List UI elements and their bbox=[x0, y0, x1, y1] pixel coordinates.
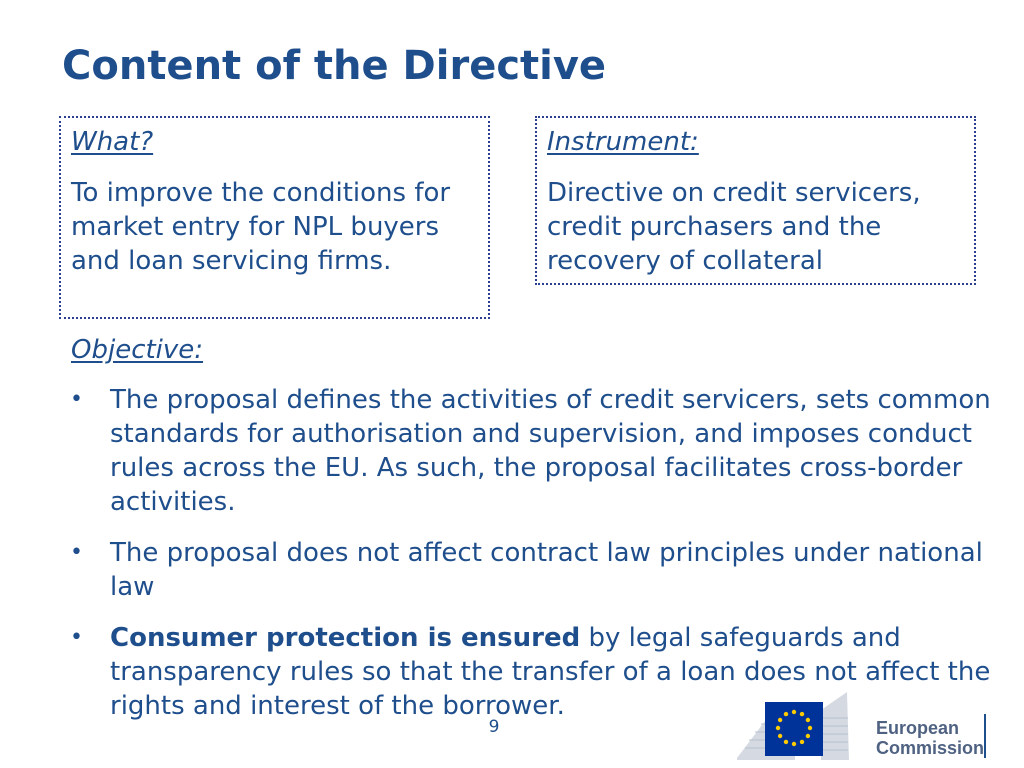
logo-wordmark bbox=[876, 718, 984, 758]
logo-line-european: European bbox=[876, 718, 960, 738]
instrument-box bbox=[535, 116, 976, 285]
bullet-bold-text: Consumer protection is ensured bbox=[110, 623, 581, 653]
page-number: 9 bbox=[488, 717, 500, 737]
eu-flag-icon bbox=[765, 702, 823, 756]
bullet-text: The proposal does not affect contract law principles under national law bbox=[110, 538, 983, 602]
what-text: To improve the conditions for market entry for NPL buyers and loan servicing firms. bbox=[71, 178, 451, 276]
european-commission-logo bbox=[735, 688, 995, 766]
slide-title: Content of the Directive bbox=[62, 43, 607, 89]
instrument-text: Directive on credit servicers, credit purchasers and the recovery of collateral bbox=[547, 178, 921, 276]
what-box bbox=[59, 116, 490, 319]
what-heading: What? bbox=[71, 127, 154, 157]
objective-bullet-list bbox=[70, 383, 1000, 740]
bullet-text: by legal safeguards and transparency rules so that the transfer of a loan does not affect the rights and interest of the borrower. bbox=[110, 623, 991, 721]
objective-heading: Objective: bbox=[71, 335, 204, 365]
logo-line-commission: Commission bbox=[876, 738, 985, 758]
bullet-item-contract-law bbox=[70, 536, 1000, 604]
bullet-icon: • bbox=[70, 625, 83, 650]
instrument-heading: Instrument: bbox=[547, 127, 699, 157]
logo-divider bbox=[984, 714, 986, 758]
bullet-icon: • bbox=[70, 387, 83, 412]
bullet-text: The proposal defines the activities of credit servicers, sets common standards for authorisation and supervision, and imposes conduct rules across the EU. As such, the proposal facilitates cross-border activities. bbox=[110, 385, 991, 517]
bullet-item-activities bbox=[70, 383, 1000, 519]
bullet-icon: • bbox=[70, 540, 83, 565]
